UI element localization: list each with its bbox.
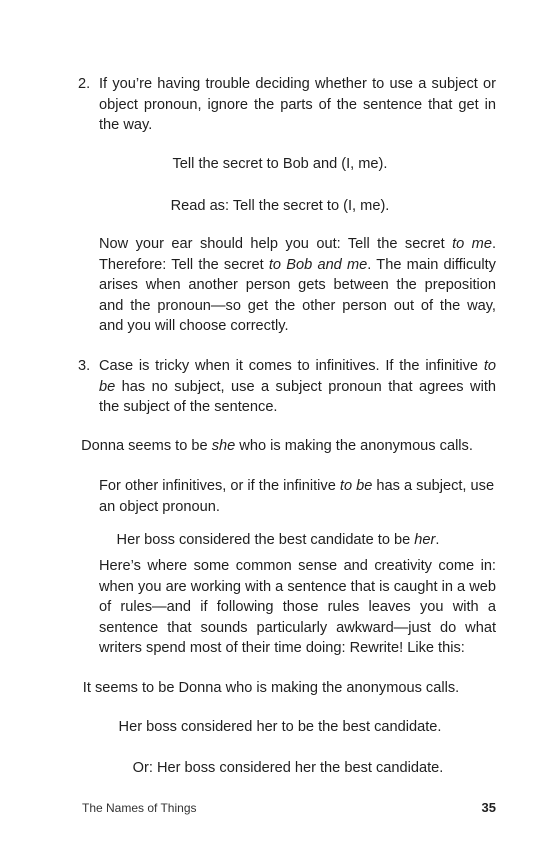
list-item-2 bbox=[78, 74, 496, 136]
example-sentence-4: Her boss considered the best candidate to be her. bbox=[116, 532, 440, 548]
page-number: 35 bbox=[481, 800, 496, 815]
list-item-3 bbox=[78, 356, 496, 418]
example-sentence-6: Her boss considered her to be the best candidate. bbox=[118, 719, 442, 735]
list-item-text: If you’re having trouble deciding whether to use a subject or object pronoun, ignore the parts of the sentence that get in the way. bbox=[99, 76, 496, 134]
paragraph-2: For other infinitives, or if the infinitive to be has a subject, use an object pronoun. bbox=[99, 478, 495, 515]
running-footer-chapter: The Names of Things bbox=[82, 801, 197, 815]
example-sentence-2: Read as: Tell the secret to (I, me). bbox=[170, 198, 390, 214]
list-number: 2. bbox=[78, 76, 91, 92]
example-sentence-1: Tell the secret to Bob and (I, me). bbox=[172, 156, 388, 172]
paragraph-3: Here’s where some common sense and creativity come in: when you are working with a sentence that is caught in a web of rules—and if following those rules leaves you with a sentence that sounds particularly awkward—just do what writers spend most of their time doing: Rewrite! Like this: bbox=[99, 558, 496, 657]
example-sentence-3: Donna seems to be she who is making the anonymous calls. bbox=[81, 438, 473, 454]
list-item-text: Case is tricky when it comes to infinitives. If the infinitive to be has no subject, use a subject pronoun that agrees with the subject of the sentence. bbox=[99, 358, 496, 416]
example-sentence-7: Or: Her boss considered her the best candidate. bbox=[132, 760, 444, 776]
example-sentence-5: It seems to be Donna who is making the anonymous calls. bbox=[82, 680, 460, 696]
list-number: 3. bbox=[78, 358, 91, 374]
paragraph-1: Now your ear should help you out: Tell the secret to me. Therefore: Tell the secret to Bob and me. The main difficulty arises when another person gets between the preposition and the pronoun—so get the other person out of the way, and you will choose correctly. bbox=[99, 236, 496, 335]
